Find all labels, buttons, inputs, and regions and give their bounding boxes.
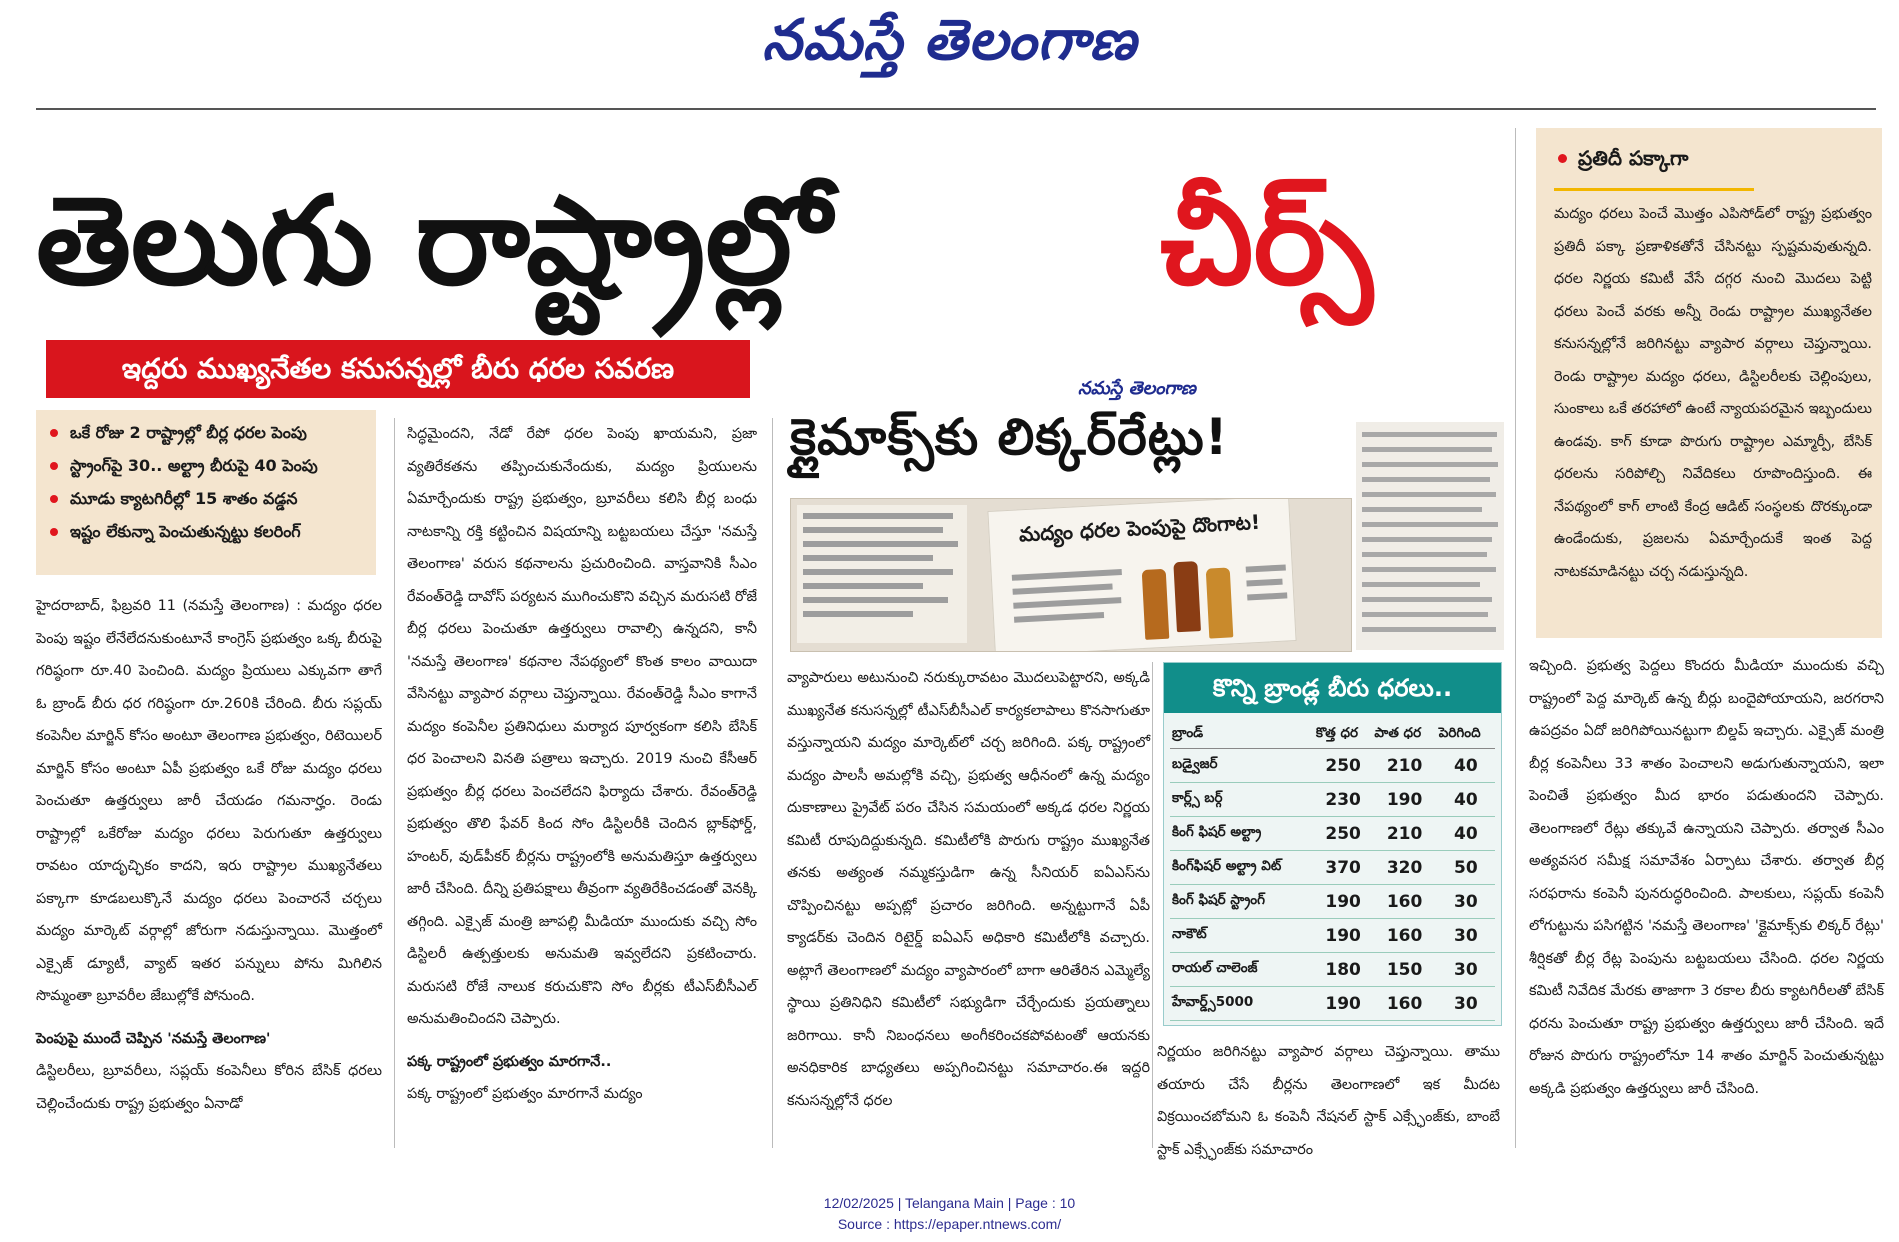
old-price-cell: 160: [1372, 885, 1436, 919]
bottle-icon: [1173, 561, 1201, 632]
headline-accent: చీర్స్: [1160, 170, 1373, 312]
clipping-side-text: [1356, 422, 1504, 650]
highlight-item: స్ట్రాంగ్‌పై 30.. అల్ట్రా బీరుపై 40 పెంపు: [36, 449, 376, 482]
column-divider: [394, 418, 395, 1148]
article-paragraph: నిర్ణయం జరిగినట్టు వ్యాపార వర్గాలు చెప్తున్నాయి. తాము తయారు చేసే బీర్లను తెలంగాణలో ఇక మీదట విక్రయించబోమని ఓ కంపెనీ నేషనల్ స్టాక్ ఎక్స్ఛేంజ్‌కు, బాంబే స్టాక్ ఎక్స్ఛేంజ్‌కు సమాచారం: [1157, 1044, 1500, 1158]
highlight-item: ఇష్టం లేకున్నా పెంచుతున్నట్టు కలరింగ్: [36, 515, 376, 548]
old-price-cell: 190: [1372, 783, 1436, 817]
table-row: [1170, 783, 1495, 817]
column-divider: [1515, 128, 1516, 1148]
bullet-icon: [50, 528, 58, 536]
increase-cell: 30: [1437, 919, 1495, 953]
increase-cell: 30: [1437, 953, 1495, 987]
brand-cell: హేవార్డ్స్5000: [1170, 987, 1314, 1021]
column-header: పెరిగింది: [1437, 721, 1495, 749]
increase-cell: 40: [1437, 817, 1495, 851]
masthead: నమస్తే తెలంగాణ: [762, 8, 1137, 73]
masthead-small-logo: నమస్తే తెలంగాణ: [1078, 378, 1196, 399]
table-row: [1170, 987, 1495, 1021]
table-title: కొన్ని బ్రాండ్ల బీరు ధరలు..: [1164, 663, 1501, 713]
article-paragraph: ఇచ్చింది. ప్రభుత్వ పెద్దలు కొందరు మీడియా ముందుకు వచ్చి రాష్ట్రంలో పెద్ద మార్కెట్ ఉన్న బీర్లు బందైపోయాయని, జరగరాని ఉపద్రవం ఏదో జరిగిపోయినట్టుగా బిల్డప్ ఇచ్చారు. ఎక్సైజ్ మంత్రి బీర్ల కంపెనీలు 33 శాతం పెంచాలని అడుగుతున్నాయని, ఇలా పెంచితే ప్రభుత్వం మీద భారం పడుతుందని చెప్పారు. తెలంగాణలో రేట్లు తక్కువే ఉన్నాయని చెప్పారు. తర్వాత సీఎం అత్యవసర సమీక్ష సమావేశం ఏర్పాటు చేశారు. తర్వాత బీర్ల సరఫరాను కంపెనీ పునరుద్ధరించింది. పాలకులు, సప్లయ్ కంపెనీ లోగుట్టును పసిగట్టిన 'నమస్తే తెలంగాణ' 'క్లైమాక్స్‌కు లిక్కర్ రేట్లు' శీర్షికతో బీర్ల రేట్ల పెంపును బట్టబయలు చేసింది. ధరల నిర్ణయ కమిటీ నివేదిక మేరకు తాజాగా 3 రకాల బీరు క్యాటగిరీలతో బేసిక్ ధరను పెంచుతూ రాష్ట్ర ప్రభుత్వం ఉత్తర్వులు జారీ చేసింది. ఇదే రోజున పొరుగు రాష్ట్రంలోనూ 14 శాతం మార్జిన్ పెంచుతున్నట్టు అక్కడి ప్రభుత్వం ఉత్తర్వులు జారీ చేసింది.: [1529, 658, 1884, 1097]
old-price-cell: 210: [1372, 749, 1436, 783]
increase-cell: 50: [1437, 851, 1495, 885]
column-divider: [1152, 662, 1153, 1148]
headline-main: తెలుగు రాష్ట్రాల్లో: [36, 170, 831, 312]
title-underline: [1554, 188, 1754, 191]
brand-cell: బడ్వైజర్: [1170, 749, 1314, 783]
article-column-2: [407, 418, 757, 1111]
old-price-cell: 320: [1372, 851, 1436, 885]
table-row: [1170, 885, 1495, 919]
new-price-cell: 250: [1314, 817, 1373, 851]
bottle-icon: [1206, 567, 1234, 638]
article-paragraph: పక్క రాష్ట్రంలో ప్రభుత్వం మారగానే మద్యం: [407, 1086, 643, 1102]
article-paragraph: వ్యాపారులు అటునుంచి నరుక్కురావటం మొదలుపెట్టారని, అక్కడి ముఖ్యనేత కనుసన్నల్లో టీఎస్‌బీసీఎల్ కార్యకలాపాలు కొనసాగుతూ వస్తున్నాయని మద్యం మార్కెట్‌లో చర్చ జరిగింది. పక్క రాష్ట్రంలో మద్యం పాలసీ అమల్లోకి వచ్చి, ప్రభుత్వ ఆధీనంలో ఉన్న మద్యం దుకాణాలు ప్రైవేట్ పరం చేసిన సమయంలో అక్కడ ధరల నిర్ణయ కమిటీ రూపుదిద్దుకున్నది. కమిటీలోకి పొరుగు రాష్ట్రం ముఖ్యనేత తనకు అత్యంత నమ్మకస్తుడిగా ఉన్న సీనియర్ ఐఏఎస్‌ను చొప్పించినట్టు అప్పట్లో ప్రచారం జరిగింది. అన్నట్టుగానే ఏపీ క్యాడర్‌కు చెందిన రిటైర్డ్ ఐఏఎస్ అధికారి కమిటీలోకి వచ్చారు. అట్లాగే తెలంగాణలో మద్యం వ్యాపారంలో బాగా ఆరితేరిన ఎమ్మెల్యే స్థాయి ప్రతినిధిని కమిటీలో సభ్యుడిగా చేర్చేందుకు ప్రయత్నాలు జరిగాయి. కానీ నిబంధనలు అంగీకరించకపోవటంతో ఆయనకు అనధికారిక బాధ్యతలు అప్పగించినట్టు సమాచారం.ఈ ఇద్దరి కనుసన్నల్లోనే ధరల: [787, 670, 1150, 1109]
clipping-title: మద్యం ధరల పెంపుపై దొంగాట!: [1018, 509, 1261, 547]
increase-cell: 40: [1437, 749, 1495, 783]
bullet-icon: [1558, 154, 1567, 163]
table-row: [1170, 749, 1495, 783]
source-link[interactable]: Source : https://epaper.ntnews.com/: [837, 1216, 1062, 1232]
brand-cell: కార్ల్స్ బర్గ్: [1170, 783, 1314, 817]
table-row: [1170, 817, 1495, 851]
sidebar-title: ప్రతిదీ పక్కాగా: [1578, 146, 1689, 170]
brand-cell: రాయల్ చాలెంజ్: [1170, 953, 1314, 987]
column-header: బ్రాండ్: [1170, 721, 1314, 749]
article-paragraph: డిస్టిలరీలు, బ్రూవరీలు, సప్లయ్ కంపెనీలు కోరిన బేసిక్ ధరలు చెల్లించేందుకు రాష్ట్ర ప్రభుత్వం ఏనాడో: [36, 1063, 382, 1112]
clipping-text: [1005, 561, 1128, 623]
sidebar-box: [1536, 128, 1882, 638]
clipping-card: [987, 498, 1296, 652]
brand-cell: కింగ్‌ఫిషర్ అల్ట్రా విట్: [1170, 851, 1314, 885]
column-header: కొత్త ధర: [1314, 721, 1373, 749]
sidebar-text: మద్యం ధరలు పెంచే మొత్తం ఎపిసోడ్‌లో రాష్ట్ర ప్రభుత్వం ప్రతిదీ పక్కా ప్రణాళికతోనే చేసినట్టు స్పష్టమవుతున్నది. ధరల నిర్ణయ కమిటీ వేసే దగ్గర నుంచి మొదలు పెట్టి ధరలు పెంచే వరకు అన్నీ రెండు రాష్ట్రాల ముఖ్యనేతల కనుసన్నల్లోనే జరిగినట్టు వ్యాపార వర్గాలు చెప్తున్నాయి. రెండు రాష్ట్రాల మద్యం ధరలు, డిస్టిలరీలకు చెల్లింపులు, సుంకాలు ఒకే తరహాలో ఉంటే న్యాయపరమైన ఇబ్బందులు ఉండవు. కాగ్ కూడా పొరుగు రాష్ట్రాల ఎమ్మార్పీ, బేసిక్ ధరలను సరిపోల్చి నివేదికలు రూపొందిస్తుంది. ఈ నేపథ్యంలో కాగ్ లాంటి కేంద్ర ఆడిట్ సంస్థలకు దొరక్కుండా ఉండేందుకు, ప్రజలను ఏమార్చేందుకే ఇంత పెద్ద నాటకమాడినట్టు చర్చ నడుస్తున్నది.: [1554, 206, 1872, 580]
sub-banner: ఇద్దరు ముఖ్యనేతల కనుసన్నల్లో బీరు ధరల సవరణ: [46, 340, 750, 398]
new-price-cell: 190: [1314, 885, 1373, 919]
brand-cell: కింగ్ ఫిషర్ స్ట్రాంగ్: [1170, 885, 1314, 919]
table-row: [1170, 953, 1495, 987]
highlights-box: [36, 410, 376, 575]
brand-cell: నాకౌట్: [1170, 919, 1314, 953]
article-paragraph: సిద్ధమైందని, నేడో రేపో ధరల పెంపు ఖాయమని, ప్రజా వ్యతిరేకతను తప్పించుకునేందుకు, మద్యం ప్రియులను ఏమార్చేందుకు రాష్ట్ర ప్రభుత్వం, బ్రూవరీలు కలిసి బీర్ల బంధు నాటకాన్ని రక్తి కట్టించిన విషయాన్ని బట్టబయలు చేస్తూ 'నమస్తే తెలంగాణ' వరుస కథనాలను ప్రచురించింది. వాస్తవానికి సీఎం రేవంత్‌రెడ్డి దావోస్ పర్యటన ముగించుకొని వచ్చిన మరుసటి రోజే బీర్ల ధరలు పెంచుతూ ఉత్తర్వులు రావాల్సి ఉన్నదని, కానీ 'నమస్తే తెలంగాణ' కథనాల నేపథ్యంలో కొంత కాలం వాయిదా వేసినట్టు వ్యాపార వర్గాలు చెప్తున్నాయి. రేవంత్‌రెడ్డి సీఎం కాగానే మద్యం కంపెనీల ప్రతినిధులు మర్యాద పూర్వకంగా కలిసి బేసిక్ ధర పెంచాలని వినతి పత్రాలు ఇచ్చారు. 2019 నుంచి కేసీఆర్ ప్రభుత్వం బీర్ల ధరలు పెంచలేదని ఫిర్యాదు చేశారు. రేవంత్‌రెడ్డి ప్రభుత్వం తొలి ఫేవర్ కింద సోం డిస్టిలరీకి చెందిన బ్లాక్‌ఫోర్డ్, హంటర్, వుడ్‌పీకర్ బీర్లను రాష్ట్రంలోకి అనుమతిస్తూ ఉత్తర్వులు జారీ చేసింది. దీన్ని ప్రతిపక్షాలు తీవ్రంగా వ్యతిరేకించడంతో వెనక్కి తగ్గింది. ఎక్సైజ్ మంత్రి జూపల్లి మీడియా ముందుకు వచ్చి సోం డిస్టిలరీ ఉత్పత్తులకు అనుమతి ఇవ్వలేదని ప్రకటించారు. మరుసటి రోజే నాలుక కరుచుకొని సోం బీర్లకు టీఎస్‌బీసీఎల్ అనుమతించిందని చెప్పారు.: [407, 426, 757, 1027]
bullet-icon: [50, 429, 58, 437]
table-row: [1170, 919, 1495, 953]
new-price-cell: 190: [1314, 987, 1373, 1021]
bottle-icon: [1142, 569, 1170, 640]
new-price-cell: 190: [1314, 919, 1373, 953]
old-price-cell: 210: [1372, 817, 1436, 851]
article-column-5: [1529, 650, 1884, 1105]
column-header: పాత ధర: [1372, 721, 1436, 749]
table-row: [1170, 851, 1495, 885]
clipping-bullets: [797, 505, 967, 643]
new-price-cell: 180: [1314, 953, 1373, 987]
clipping-image: [790, 498, 1352, 652]
clipping-text: [1239, 557, 1285, 601]
increase-cell: 30: [1437, 987, 1495, 1021]
article-column-4: [1157, 1036, 1500, 1166]
increase-cell: 40: [1437, 783, 1495, 817]
new-price-cell: 230: [1314, 783, 1373, 817]
masthead-divider: [36, 108, 1876, 110]
article-subhead: పెంపుపై ముందే చెప్పిన 'నమస్తే తెలంగాణ': [36, 1030, 271, 1047]
article-subhead: పక్క రాష్ట్రంలో ప్రభుత్వం మారగానే..: [407, 1053, 612, 1070]
price-table: [1170, 721, 1495, 1021]
article-column-1: [36, 590, 382, 1120]
increase-cell: 30: [1437, 885, 1495, 919]
old-price-cell: 160: [1372, 987, 1436, 1021]
new-price-cell: 370: [1314, 851, 1373, 885]
article-column-3: [787, 662, 1150, 1117]
highlight-item: ఒకే రోజు 2 రాష్ట్రాల్లో బీర్ల ధరల పెంపు: [36, 416, 376, 449]
bullet-icon: [50, 495, 58, 503]
article-paragraph: హైదరాబాద్, ఫిబ్రవరి 11 (నమస్తే తెలంగాణ) : మద్యం ధరల పెంపు ఇష్టం లేనేలేదనుకుంటూనే కాంగ్రెస్ ప్రభుత్వం ఒక్క బీరుపై గరిష్ఠంగా రూ.40 పెంచింది. మద్యం ప్రియులు ఎక్కువగా తాగే ఓ బ్రాండ్ బీరు ధర గరిష్ఠంగా రూ.260కి చేరింది. బీరు సప్లయ్ కంపెనీల మార్జిన్ కోసం అంటూ తెలంగాణ ప్రభుత్వం, రిటెయిలర్ మార్జిన్ కోసం అంటూ ఏపీ ప్రభుత్వం ఒకే రోజు మద్యం ధరలు పెంచుతూ ఉత్తర్వులు జారీ చేయడం గమనార్హం. రెండు రాష్ట్రాల్లో ఒకేరోజు మద్యం ధరలు పెరుగుతూ ఉత్తర్వులు రావటం యాదృచ్ఛికం కాదని, ఇరు రాష్ట్రాల ముఖ్యనేతలు పక్కాగా కూడబలుక్కొనే మద్యం ధరలు పెంచారనే చర్చలు మద్యం మార్కెట్ వర్గాల్లో జోరుగా నడుస్తున్నాయి. మొత్తంలో ఎక్సైజ్ డ్యూటీ, వ్యాట్ ఇతర పన్నులు పోను మిగిలిన సొమ్మంతా బ్రూవరీల జేబుల్లోకే పోనుంది.: [36, 598, 382, 1004]
beer-price-table: [1163, 662, 1502, 1026]
highlight-item: మూడు క్యాటగిరీల్లో 15 శాతం వడ్డన: [36, 482, 376, 515]
old-price-cell: 150: [1372, 953, 1436, 987]
brand-cell: కింగ్ ఫిషర్ అల్ట్రా: [1170, 817, 1314, 851]
old-price-cell: 160: [1372, 919, 1436, 953]
new-price-cell: 250: [1314, 749, 1373, 783]
page-info: 12/02/2025 | Telangana Main | Page : 10: [823, 1195, 1076, 1211]
table-header-row: [1170, 721, 1495, 749]
column-divider: [772, 418, 773, 1148]
feature-title: క్లైమాక్స్‌కు లిక్కర్‌రేట్లు!: [790, 408, 1229, 466]
bullet-icon: [50, 462, 58, 470]
